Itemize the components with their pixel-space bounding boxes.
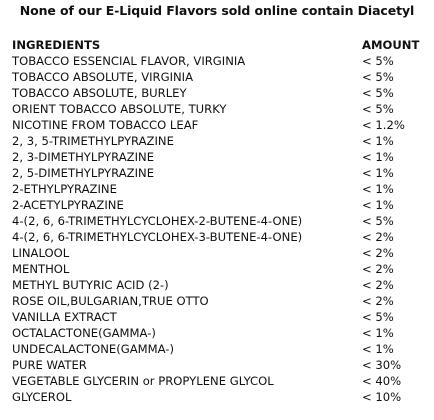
ingredient-name: NICOTINE FROM TOBACCO LEAF	[12, 118, 199, 132]
table-row	[12, 373, 426, 389]
ingredient-amount: < 1%	[362, 326, 394, 340]
table-row	[12, 181, 426, 197]
ingredient-amount: < 5%	[362, 102, 394, 116]
table-row	[12, 133, 426, 149]
table-row	[12, 229, 426, 245]
ingredient-name: UNDECALACTONE(GAMMA-)	[12, 342, 175, 356]
ingredient-name: ROSE OIL,BULGARIAN,TRUE OTTO	[12, 294, 209, 308]
ingredient-amount: < 1%	[362, 134, 394, 148]
ingredient-amount: < 5%	[362, 54, 394, 68]
ingredient-name: ORIENT TOBACCO ABSOLUTE, TURKY	[12, 102, 227, 116]
table-row	[12, 341, 426, 357]
ingredient-name: 2, 3-DIMETHYLPYRAZINE	[12, 150, 155, 164]
table-row	[12, 53, 426, 69]
ingredient-amount: < 1%	[362, 182, 394, 196]
ingredient-name: 2, 5-DIMETHYLPYRAZINE	[12, 166, 155, 180]
ingredient-name: 4-(2, 6, 6-TRIMETHYLCYCLOHEX-2-BUTENE-4-ONE)	[12, 214, 303, 228]
page-title: None of our E-Liquid Flavors sold online contain Diacetyl	[19, 3, 415, 18]
ingredient-name: OCTALACTONE(GAMMA-)	[12, 326, 156, 340]
table-row	[12, 213, 426, 229]
ingredient-name: 2-ACETYLPYRAZINE	[12, 198, 124, 212]
ingredient-amount: < 5%	[362, 86, 394, 100]
table-header-row	[12, 37, 426, 53]
amount-header: AMOUNT	[362, 38, 420, 52]
ingredient-amount: < 2%	[362, 294, 394, 308]
ingredient-amount: < 1%	[362, 150, 394, 164]
ingredients-table	[12, 37, 426, 405]
ingredient-name: TOBACCO ABSOLUTE, VIRGINIA	[12, 70, 194, 84]
ingredient-name: PURE WATER	[12, 358, 87, 372]
table-row	[12, 85, 426, 101]
ingredient-name: TOBACCO ABSOLUTE, BURLEY	[12, 86, 187, 100]
ingredient-amount: < 30%	[362, 358, 402, 372]
ingredient-name: 2-ETHYLPYRAZINE	[12, 182, 117, 196]
ingredient-amount: < 1%	[362, 166, 394, 180]
ingredient-name: MENTHOL	[12, 262, 70, 276]
ingredient-name: 2, 3, 5-TRIMETHYLPYRAZINE	[12, 134, 174, 148]
table-row	[12, 197, 426, 213]
ingredient-amount: < 5%	[362, 70, 394, 84]
ingredient-name: LINALOOL	[12, 246, 70, 260]
ingredient-amount: < 5%	[362, 214, 394, 228]
ingredient-name: TOBACCO ESSENCIAL FLAVOR, VIRGINIA	[12, 54, 246, 68]
table-body	[12, 53, 426, 405]
table-row	[12, 101, 426, 117]
ingredient-name: GLYCEROL	[12, 390, 72, 404]
table-row	[12, 389, 426, 405]
table-row	[12, 245, 426, 261]
ingredient-amount: < 2%	[362, 278, 394, 292]
table-row	[12, 309, 426, 325]
ingredient-amount: < 40%	[362, 374, 402, 388]
table-row	[12, 357, 426, 373]
table-row	[12, 277, 426, 293]
ingredient-amount: < 10%	[362, 390, 402, 404]
table-row	[12, 261, 426, 277]
ingredient-name: VEGETABLE GLYCERIN or PROPYLENE GLYCOL	[12, 374, 274, 388]
ingredient-name: METHYL BUTYRIC ACID (2-)	[12, 278, 169, 292]
ingredient-amount: < 2%	[362, 246, 394, 260]
ingredient-amount: < 2%	[362, 262, 394, 276]
ingredient-amount: < 1%	[362, 198, 394, 212]
ingredient-name: 4-(2, 6, 6-TRIMETHYLCYCLOHEX-3-BUTENE-4-ONE)	[12, 230, 303, 244]
table-row	[12, 117, 426, 133]
table-row	[12, 165, 426, 181]
ingredient-amount: < 1.2%	[362, 118, 405, 132]
table-row	[12, 69, 426, 85]
ingredients-header: INGREDIENTS	[12, 38, 101, 52]
table-row	[12, 325, 426, 341]
ingredient-name: VANILLA EXTRACT	[12, 310, 117, 324]
table-row	[12, 293, 426, 309]
table-row	[12, 149, 426, 165]
ingredient-amount: < 5%	[362, 310, 394, 324]
ingredient-amount: < 2%	[362, 230, 394, 244]
ingredient-amount: < 1%	[362, 342, 394, 356]
